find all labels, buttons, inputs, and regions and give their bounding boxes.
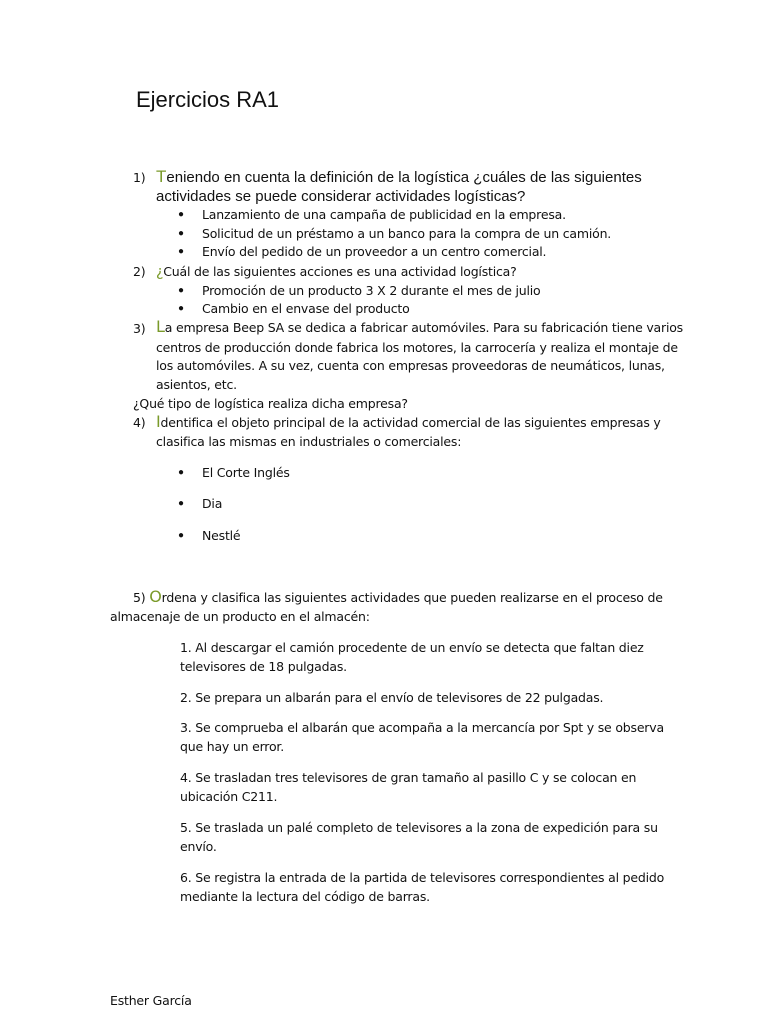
q5-item-5: 5. Se traslada un palé completo de televisores a la zona de expedición para su envío. [180,820,658,854]
q4-bullet-1: El Corte Inglés [202,465,290,480]
q1-line-1 [156,167,642,187]
page-title: Ejercicios RA1 [136,87,280,112]
q2-capital: ¿ [156,264,164,280]
q5-capital: O [149,587,162,606]
q3-number: 3) [133,321,146,336]
q3-followup: ¿Qué tipo de logística realiza dicha empresa? [133,396,408,411]
bullet-dot: ● [178,228,185,239]
q2-bullet-2: Cambio en el envase del producto [202,301,410,316]
q2-line [156,263,517,281]
footer-author: Esther García [110,993,192,1008]
q4-bullet-2: Dia [202,496,223,511]
q5-line-1 [133,588,663,607]
bullet-dot: ● [178,303,185,314]
q3-line-1 [156,318,683,337]
bullet-dot: ● [178,530,185,541]
bullet-dot: ● [178,285,185,296]
bullet-dot: ● [178,246,185,257]
q5-item-2: 2. Se prepara un albarán para el envío de televisores de 22 pulgadas. [180,690,604,705]
q3-text-1: a empresa Beep SA se dedica a fabricar automóviles. Para su fabricación tiene varios [164,320,683,335]
q4-line-1 [156,413,661,432]
q1-line-2: actividades se puede considerar actividades logísticas? [156,188,526,205]
q5-item-3: 3. Se comprueba el albarán que acompaña a la mercancía por Spt y se observa que hay un error. [180,720,664,754]
q1-text-1: eniendo en cuenta la definición de la logística ¿cuáles de las siguientes [166,169,642,186]
q4-capital: I [156,412,161,431]
q3-capital: L [156,317,165,336]
bullet-dot: ● [178,498,185,509]
q5-item-4: 4. Se trasladan tres televisores de gran tamaño al pasillo C y se colocan en ubicación C211. [180,770,637,804]
q1-capital: T [156,167,167,186]
q3-line-4: asientos, etc. [156,377,237,392]
q4-bullet-3: Nestlé [202,528,241,543]
q1-bullet-2: Solicitud de un préstamo a un banco para la compra de un camión. [202,226,612,241]
bullet-dot: ● [178,467,185,478]
q1-number: 1) [133,170,146,185]
q1-bullet-3: Envío del pedido de un proveedor a un centro comercial. [202,244,547,259]
q2-bullet-1: Promoción de un producto 3 X 2 durante el mes de julio [202,283,541,298]
q4-line-2: clasifica las mismas en industriales o comerciales: [156,434,462,449]
q1-bullet-1: Lanzamiento de una campaña de publicidad en la empresa. [202,207,566,222]
q3-line-2: centros de producción donde fabrica los motores, la carrocería y realiza el montaje de [156,340,678,355]
q2-number: 2) [133,264,146,279]
q5-line-2: almacenaje de un producto en el almacén: [110,609,370,624]
q5-text-1: rdena y clasifica las siguientes actividades que pueden realizarse en el proceso de [161,590,663,605]
bullet-dot: ● [178,209,185,220]
q5-number: 5) [133,590,146,605]
q2-text: Cuál de las siguientes acciones es una actividad logística? [163,264,517,279]
q5-item-6: 6. Se registra la entrada de la partida de televisores correspondientes al pedido mediante la lectura del código de barras. [180,870,665,904]
q4-number: 4) [133,415,146,430]
q3-line-3: los automóviles. A su vez, cuenta con empresas proveedoras de neumáticos, lunas, [156,358,665,373]
q5-item-1: 1. Al descargar el camión procedente de un envío se detecta que faltan diez televisores de 18 pulgadas. [180,640,644,674]
q4-text-1: dentifica el objeto principal de la actividad comercial de las siguientes empresas y [160,415,661,430]
